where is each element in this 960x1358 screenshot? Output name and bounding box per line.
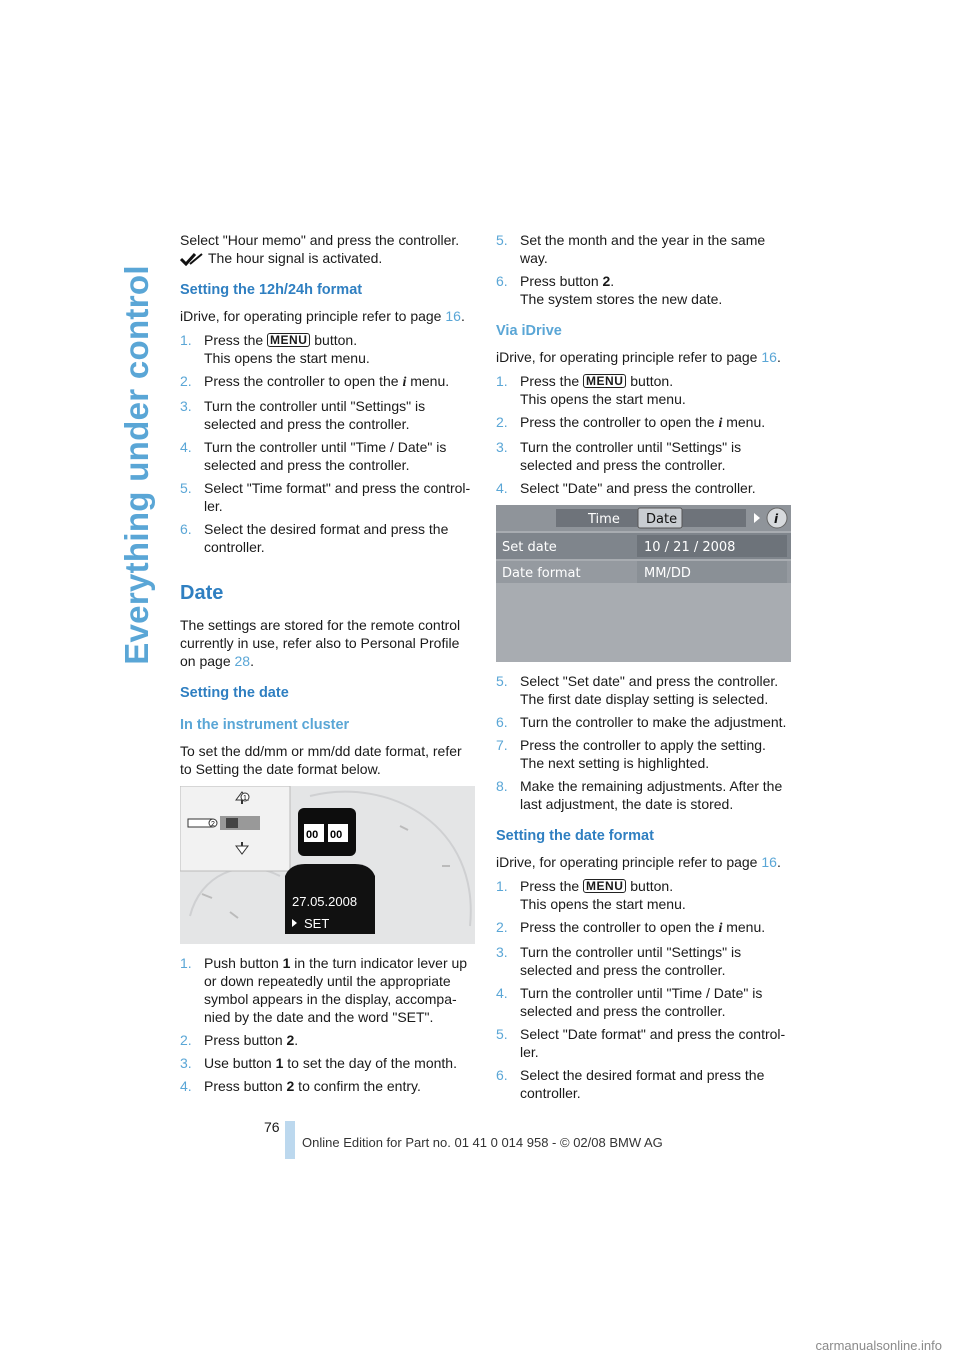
list-item: 2. Press the controller to open the i menu. — [496, 919, 766, 936]
heading-instrument-cluster: In the instrument cluster — [180, 717, 350, 733]
list-item: 1. Press the MENU button. This opens the start menu. — [496, 878, 686, 912]
date-format-steps — [496, 877, 791, 1102]
steps-12h-24h — [180, 331, 475, 556]
idrive-reference: iDrive, for operating principle refer to page 16. — [180, 308, 465, 324]
idrive-reference: iDrive, for operating principle refer to page 16. — [496, 854, 781, 870]
cluster-steps — [180, 954, 475, 1095]
heading-12h-24h-format: Setting the 12h/24h format — [180, 282, 363, 298]
list-item: 5. Select "Set date" and press the controller. The first date display setting is selected. — [496, 673, 779, 707]
right-column — [496, 231, 791, 1107]
page-link-16[interactable]: 16 — [445, 308, 461, 324]
heading-via-idrive: Via iDrive — [496, 323, 562, 339]
row-date-format-value: MM/DD — [644, 566, 691, 581]
list-item: 1. Press the MENU button. This opens the start menu. — [496, 373, 686, 407]
menu-button-icon: MENU — [267, 333, 310, 347]
page-link-28[interactable]: 28 — [234, 653, 251, 669]
row-set-date-label[interactable]: Set date — [502, 540, 557, 555]
idrive-date-screen — [496, 505, 791, 662]
list-item: 1. Press the MENU button. This opens the start menu. — [180, 332, 370, 366]
list-item: 6. Turn the controller to make the adjustment. — [496, 714, 787, 730]
list-item: 3. Turn the controller until "Settings" is selected and press the controller. — [496, 439, 742, 473]
list-item: 2. Press the controller to open the i menu. — [180, 373, 450, 390]
checkmark-icon — [180, 252, 204, 266]
row-date-format-label[interactable]: Date format — [502, 566, 581, 581]
page-link-16[interactable]: 16 — [761, 854, 777, 870]
watermark: carmanualsonline.info — [815, 1338, 942, 1353]
list-item: 6. Press button 2. The system stores the new date. — [496, 273, 723, 307]
menu-button-icon: MENU — [583, 374, 626, 388]
info-icon: i — [774, 512, 779, 526]
list-item: 5. Set the month and the year in the same way. — [496, 232, 766, 266]
list-item: 2. Press the controller to open the i menu. — [496, 414, 766, 431]
cluster-set-label: SET — [304, 916, 330, 931]
cluster-button-1-label: 1 — [243, 795, 247, 802]
list-item: 2. Press button 2. — [180, 1032, 299, 1048]
cluster-segment-1: 00 — [306, 829, 319, 841]
heading-date: Date — [180, 582, 224, 604]
list-item: 4. Press button 2 to confirm the entry. — [180, 1078, 421, 1094]
list-item: 8. Make the remaining adjustments. After the last adjustment, the date is stored. — [496, 778, 783, 812]
list-item: 6. Select the desired format and press the controller. — [496, 1067, 765, 1101]
heading-setting-the-date-format: Setting the date format — [496, 828, 654, 844]
info-icon: i — [402, 375, 407, 390]
chapter-title-text: Everything under control — [118, 265, 155, 665]
left-column — [180, 231, 475, 1100]
heading-setting-the-date: Setting the date — [180, 685, 289, 701]
tab-date[interactable]: Date — [646, 512, 678, 527]
menu-button-icon: MENU — [583, 879, 626, 893]
row-set-date-value: 10 / 21 / 2008 — [644, 540, 736, 555]
list-item: 3. Use button 1 to set the day of the month. — [180, 1055, 457, 1071]
list-item: 6. Select the desired format and press the controller. — [180, 521, 449, 555]
info-icon: i — [718, 921, 723, 936]
page-link-16[interactable]: 16 — [761, 349, 777, 365]
tab-time[interactable]: Time — [588, 512, 620, 527]
cluster-segment-2: 00 — [330, 829, 343, 841]
list-item: 7. Press the controller to apply the setting. The next setting is highlighted. — [496, 737, 766, 771]
list-item: 5. Select "Date format" and press the control-ler. — [496, 1026, 786, 1060]
idrive-screen-illustration — [496, 505, 791, 662]
cluster-button-2-label: 2 — [211, 821, 215, 828]
idrive-reference: iDrive, for operating principle refer to page 16. — [496, 349, 781, 365]
list-item: 4. Turn the controller until "Time / Date" is selected and press the controller. — [496, 985, 763, 1019]
list-item: 5. Select "Time format" and press the control-ler. — [180, 480, 471, 514]
list-item: 4. Turn the controller until "Time / Date" is selected and press the controller. — [180, 439, 447, 473]
chapter-side-title — [112, 230, 162, 700]
list-item: 1. Push button 1 in the turn indicator lever up or down repeatedly until the appropriate symbol appears in the display, accompa-nied by the date and the word "SET". — [180, 955, 468, 1025]
info-icon: i — [718, 416, 723, 431]
via-idrive-steps-2 — [496, 672, 791, 813]
intro-paragraph: Select "Hour memo" and press the controller. The hour signal is activated. — [180, 232, 460, 266]
list-item: 4. Select "Date" and press the controller. — [496, 480, 756, 496]
instrument-cluster-figure — [180, 786, 475, 944]
date-steps-continued — [496, 231, 791, 308]
list-item: 3. Turn the controller until "Settings" is selected and press the controller. — [180, 398, 426, 432]
cluster-paragraph: To set the dd/mm or mm/dd date format, refer to Setting the date format below. — [180, 743, 462, 777]
footer-accent-bar — [285, 1121, 295, 1159]
list-item: 3. Turn the controller until "Settings" is selected and press the controller. — [496, 944, 742, 978]
page-number: 76 — [264, 1119, 280, 1135]
cluster-date-display: 27.05.2008 — [292, 894, 358, 909]
via-idrive-steps — [496, 372, 791, 497]
date-paragraph: The settings are stored for the remote control currently in use, refer also to Personal Profile on page 28. — [180, 617, 461, 669]
instrument-cluster-illustration — [180, 786, 475, 944]
footer-edition: Online Edition for Part no. 01 41 0 014 958 - © 02/08 BMW AG — [302, 1135, 663, 1150]
